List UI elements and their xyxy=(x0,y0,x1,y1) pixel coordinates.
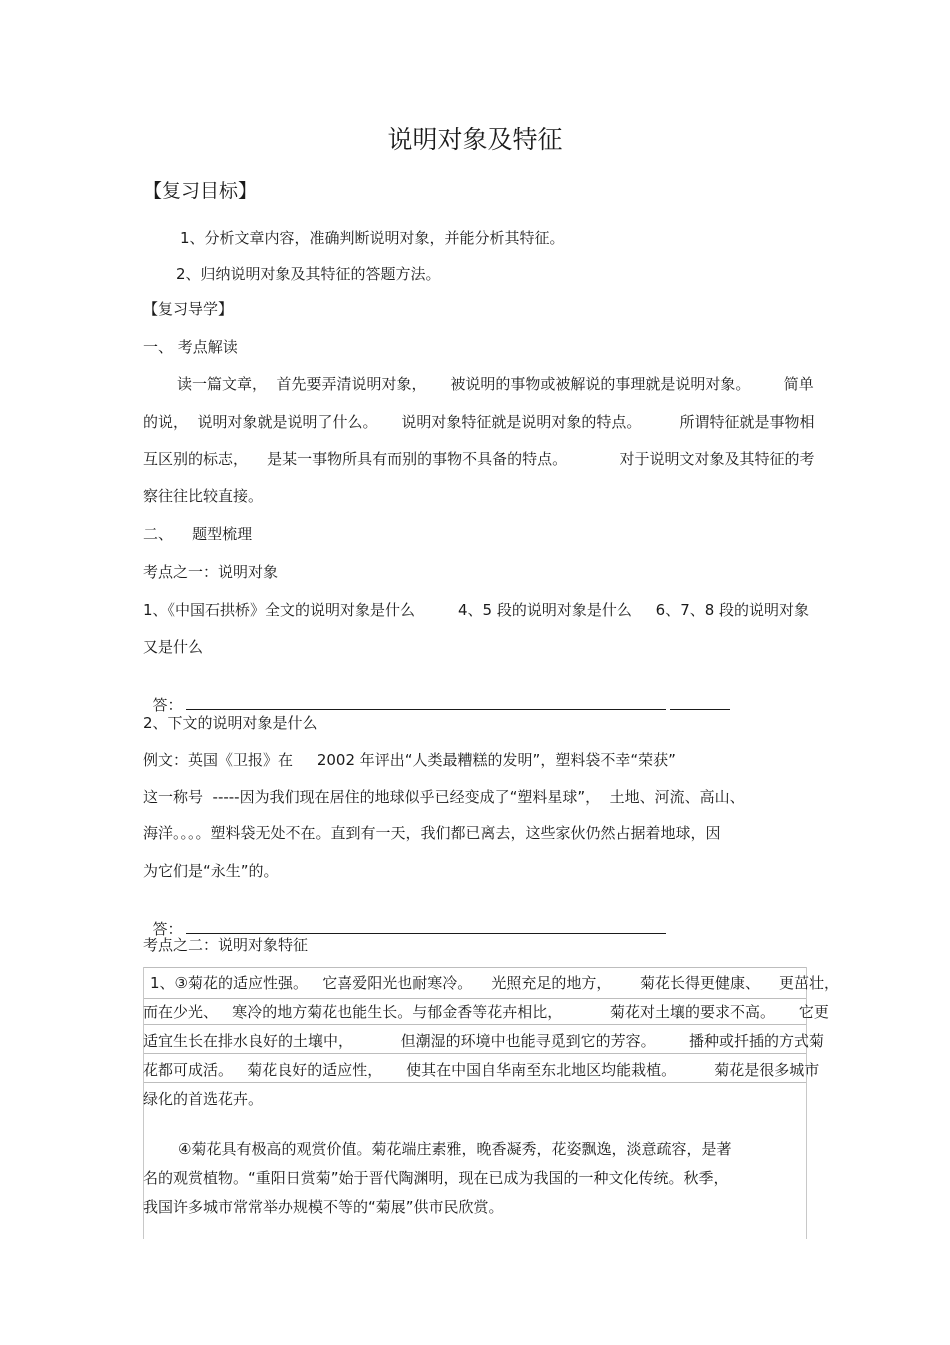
part1-heading: 一、 考点解读 xyxy=(143,338,238,356)
goal-item-1: 1、分析文章内容，准确判断说明对象，并能分析其特征。 xyxy=(180,229,565,247)
point2-heading: 考点之二：说明对象特征 xyxy=(143,936,309,954)
answer-label: 答： xyxy=(152,696,183,714)
passage4-line: 我国许多城市常常举办规模不等的“菊展”供市民欣赏。 xyxy=(143,1198,504,1216)
passage-frame-line xyxy=(143,1024,807,1025)
answer-line-1 xyxy=(143,675,730,715)
part1-paragraph-line: 互区别的标志， 是某一事物所具有而别的事物不具备的特点。 对于说明文对象及其特征的考 xyxy=(143,450,815,468)
passage-frame-line xyxy=(143,998,807,999)
example-line: 例文：英国《卫报》在 2002 年评出“人类最糟糕的发明”，塑料袋不幸“荣获” xyxy=(143,751,676,769)
passage4-line: ④菊花具有极高的观赏价值。菊花端庄素雅，晚香凝秀，花姿飘逸，淡意疏容，是著 xyxy=(178,1140,732,1158)
passage3-line: 花都可成活。 菊花良好的适应性， 使其在中国自华南至东北地区均能栽植。 菊花是很多城市 xyxy=(143,1061,820,1079)
answer-blank[interactable] xyxy=(186,920,666,934)
part1-paragraph-line: 读一篇文章， 首先要弄清说明对象， 被说明的事物或被解说的事理就是说明对象。 简单 xyxy=(177,375,814,393)
example-line: 为它们是“永生”的。 xyxy=(143,862,279,880)
answer-blank-extra[interactable] xyxy=(670,696,730,710)
passage-frame-top xyxy=(143,967,807,968)
answer-line-2 xyxy=(143,899,666,939)
page-title: 说明对象及特征 xyxy=(387,125,563,154)
guide-heading: 【复习导学】 xyxy=(143,300,234,318)
answer-blank[interactable] xyxy=(186,696,666,710)
passage3-line: 1、③菊花的适应性强。 它喜爱阳光也耐寒冷。 光照充足的地方， 菊花长得更健康、 更茁壮， xyxy=(150,974,840,992)
part2-heading: 二、 题型梳理 xyxy=(143,525,253,543)
part1-paragraph-line: 的说， 说明对象就是说明了什么。 说明对象特征就是说明对象的特点。 所谓特征就是事物相 xyxy=(143,413,815,431)
passage-frame-line xyxy=(143,1082,807,1083)
passage-frame-line xyxy=(143,1053,807,1054)
example-line: 海洋。。。。塑料袋无处不在。直到有一天，我们都已离去，这些家伙仍然占据着地球，因 xyxy=(143,824,721,842)
goal-item-2: 2、归纳说明对象及其特征的答题方法。 xyxy=(176,265,441,283)
point1-heading: 考点之一：说明对象 xyxy=(143,563,279,581)
passage3-line: 而在少光、 寒冷的地方菊花也能生长。与郁金香等花卉相比， 菊花对土壤的要求不高。 它更 xyxy=(143,1003,829,1021)
example-line: 这一称号 -----因为我们现在居住的地球似乎已经变成了“塑料星球”， 土地、河流、高山、 xyxy=(143,788,745,806)
passage3-line: 适宜生长在排水良好的土壤中， 但潮湿的环境中也能寻觅到它的芳容。 播种或扦插的方式菊 xyxy=(143,1032,825,1050)
question2: 2、下文的说明对象是什么 xyxy=(143,714,318,732)
goals-heading: 【复习目标】 xyxy=(143,180,258,202)
question1-line: 又是什么 xyxy=(143,638,204,656)
passage4-line: 名的观赏植物。“重阳日赏菊”始于晋代陶渊明，现在已成为我国的一种文化传统。秋季， xyxy=(143,1169,729,1187)
question1-line: 1、《中国石拱桥》全文的说明对象是什么 4、5 段的说明对象是什么 6、7、8 段的说明对象 xyxy=(143,601,810,619)
passage3-line: 绿化的首选花卉。 xyxy=(143,1090,264,1108)
part1-paragraph-line: 察往往比较直接。 xyxy=(143,487,264,505)
answer-label: 答： xyxy=(152,920,183,938)
